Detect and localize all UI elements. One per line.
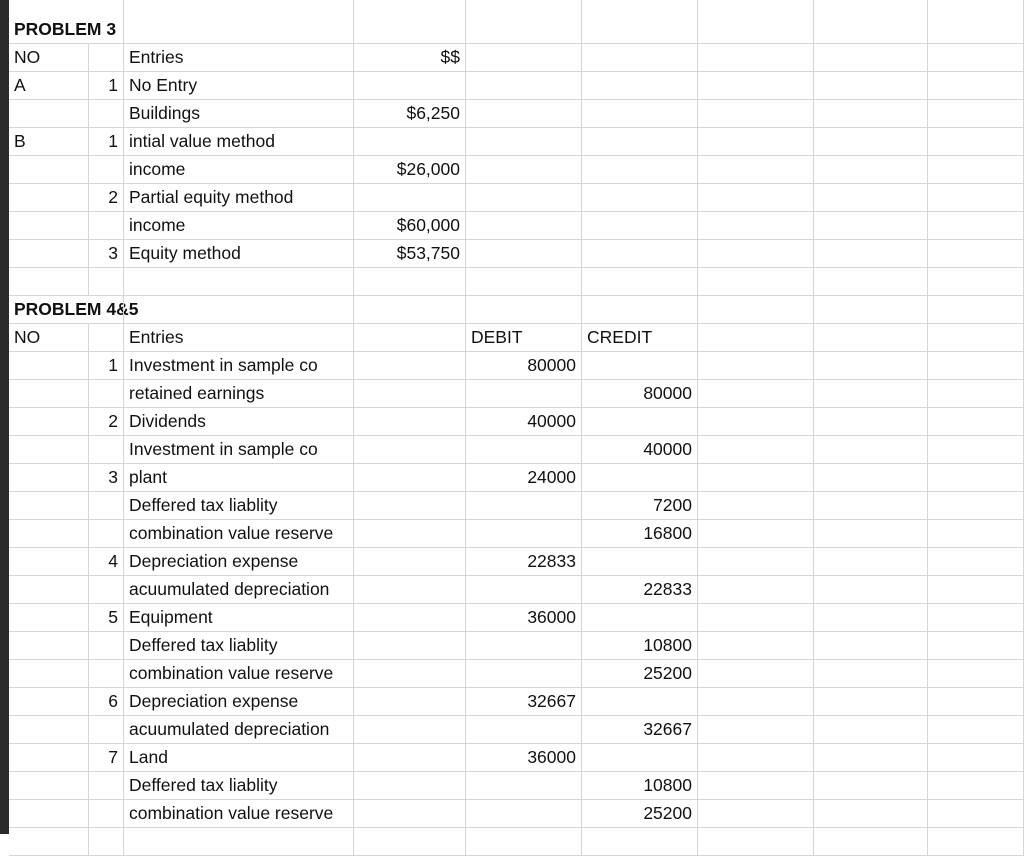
- cell-c5[interactable]: intial value method: [124, 128, 354, 156]
- empty-cell[interactable]: [89, 380, 124, 408]
- empty-cell[interactable]: [814, 744, 928, 772]
- cell-b15[interactable]: 2: [89, 408, 124, 436]
- cell-e2[interactable]: $$: [354, 44, 466, 72]
- empty-cell[interactable]: [814, 156, 928, 184]
- empty-cell[interactable]: [928, 296, 1024, 324]
- cell-c2[interactable]: Entries: [124, 44, 354, 72]
- empty-cell[interactable]: [582, 268, 698, 296]
- empty-cell[interactable]: [928, 492, 1024, 520]
- cell-b3[interactable]: 1: [89, 72, 124, 100]
- cell-e8[interactable]: $60,000: [354, 212, 466, 240]
- empty-cell[interactable]: [814, 128, 928, 156]
- empty-cell[interactable]: [466, 660, 582, 688]
- empty-cell[interactable]: [9, 436, 89, 464]
- empty-cell[interactable]: [9, 688, 89, 716]
- empty-cell[interactable]: [89, 716, 124, 744]
- empty-cell[interactable]: [466, 296, 582, 324]
- empty-cell[interactable]: [9, 716, 89, 744]
- empty-cell[interactable]: [698, 604, 814, 632]
- empty-cell[interactable]: [928, 464, 1024, 492]
- cell-c20[interactable]: Depreciation expense: [124, 548, 354, 576]
- empty-cell[interactable]: [928, 604, 1024, 632]
- empty-cell[interactable]: [928, 324, 1024, 352]
- empty-cell[interactable]: [466, 0, 582, 44]
- cell-b13[interactable]: 1: [89, 352, 124, 380]
- row-header-strip: [0, 0, 9, 834]
- empty-cell[interactable]: [698, 520, 814, 548]
- empty-cell[interactable]: [9, 184, 89, 212]
- empty-cell[interactable]: [928, 156, 1024, 184]
- cell-a2[interactable]: NO: [9, 44, 89, 72]
- cell-a3[interactable]: A: [9, 72, 89, 100]
- empty-cell[interactable]: [89, 660, 124, 688]
- empty-cell[interactable]: [124, 268, 354, 296]
- cell-f25[interactable]: 32667: [466, 688, 582, 716]
- empty-cell[interactable]: [928, 800, 1024, 828]
- empty-cell[interactable]: [928, 744, 1024, 772]
- empty-cell[interactable]: [582, 408, 698, 436]
- empty-cell[interactable]: [466, 520, 582, 548]
- empty-cell[interactable]: [698, 688, 814, 716]
- empty-cell[interactable]: [582, 72, 698, 100]
- cell-c13[interactable]: Investment in sample co: [124, 352, 354, 380]
- empty-cell[interactable]: [466, 632, 582, 660]
- cell-g24[interactable]: 25200: [582, 660, 698, 688]
- empty-cell[interactable]: [466, 268, 582, 296]
- empty-cell[interactable]: [466, 828, 582, 856]
- empty-cell[interactable]: [698, 296, 814, 324]
- cell-c27[interactable]: Land: [124, 744, 354, 772]
- empty-cell[interactable]: [354, 828, 466, 856]
- empty-cell[interactable]: [466, 240, 582, 268]
- empty-cell[interactable]: [928, 436, 1024, 464]
- cell-c16[interactable]: Investment in sample co: [124, 436, 354, 464]
- empty-cell[interactable]: [814, 352, 928, 380]
- empty-cell[interactable]: [9, 576, 89, 604]
- empty-cell[interactable]: [466, 716, 582, 744]
- empty-cell[interactable]: [466, 184, 582, 212]
- empty-cell[interactable]: [698, 408, 814, 436]
- cell-g28[interactable]: 10800: [582, 772, 698, 800]
- cell-c17[interactable]: plant: [124, 464, 354, 492]
- empty-cell[interactable]: [89, 492, 124, 520]
- cell-g29[interactable]: 25200: [582, 800, 698, 828]
- empty-cell[interactable]: [466, 772, 582, 800]
- empty-cell[interactable]: [582, 240, 698, 268]
- empty-cell[interactable]: [814, 240, 928, 268]
- empty-cell[interactable]: [354, 492, 466, 520]
- empty-cell[interactable]: [698, 380, 814, 408]
- empty-cell[interactable]: [928, 520, 1024, 548]
- cell-a5[interactable]: B: [9, 128, 89, 156]
- empty-cell[interactable]: [354, 324, 466, 352]
- empty-cell[interactable]: [698, 464, 814, 492]
- empty-cell[interactable]: [928, 828, 1024, 856]
- empty-cell[interactable]: [354, 0, 466, 44]
- empty-cell[interactable]: [928, 352, 1024, 380]
- empty-cell[interactable]: [928, 548, 1024, 576]
- empty-cell[interactable]: [928, 268, 1024, 296]
- empty-cell[interactable]: [466, 100, 582, 128]
- cell-f12[interactable]: DEBIT: [466, 324, 582, 352]
- empty-cell[interactable]: [9, 380, 89, 408]
- empty-cell[interactable]: [698, 772, 814, 800]
- cell-c19[interactable]: combination value reserve: [124, 520, 354, 548]
- empty-cell[interactable]: [9, 772, 89, 800]
- empty-cell[interactable]: [89, 772, 124, 800]
- empty-cell[interactable]: [466, 800, 582, 828]
- empty-cell[interactable]: [698, 44, 814, 72]
- empty-cell[interactable]: [466, 380, 582, 408]
- cell-c22[interactable]: Equipment: [124, 604, 354, 632]
- empty-cell[interactable]: [466, 44, 582, 72]
- cell-g14[interactable]: 80000: [582, 380, 698, 408]
- empty-cell[interactable]: [582, 548, 698, 576]
- empty-cell[interactable]: [814, 184, 928, 212]
- empty-cell[interactable]: [814, 772, 928, 800]
- empty-cell[interactable]: [928, 128, 1024, 156]
- empty-cell[interactable]: [582, 464, 698, 492]
- cell-b7[interactable]: 2: [89, 184, 124, 212]
- empty-cell[interactable]: [928, 688, 1024, 716]
- empty-cell[interactable]: [582, 744, 698, 772]
- empty-cell[interactable]: [9, 100, 89, 128]
- empty-cell[interactable]: [814, 436, 928, 464]
- empty-cell[interactable]: [582, 0, 698, 44]
- empty-cell[interactable]: [698, 128, 814, 156]
- empty-cell[interactable]: [89, 632, 124, 660]
- empty-cell[interactable]: [814, 520, 928, 548]
- empty-cell[interactable]: [89, 828, 124, 856]
- empty-cell[interactable]: [814, 828, 928, 856]
- empty-cell[interactable]: [928, 408, 1024, 436]
- empty-cell[interactable]: [698, 240, 814, 268]
- empty-cell[interactable]: [928, 100, 1024, 128]
- empty-cell[interactable]: [124, 0, 354, 44]
- empty-cell[interactable]: [814, 212, 928, 240]
- cell-c3[interactable]: No Entry: [124, 72, 354, 100]
- empty-cell[interactable]: [928, 380, 1024, 408]
- empty-cell[interactable]: [814, 380, 928, 408]
- empty-cell[interactable]: [89, 324, 124, 352]
- cell-c23[interactable]: Deffered tax liablity: [124, 632, 354, 660]
- cell-f13[interactable]: 80000: [466, 352, 582, 380]
- cell-c12[interactable]: Entries: [124, 324, 354, 352]
- empty-cell[interactable]: [814, 464, 928, 492]
- empty-cell[interactable]: [466, 576, 582, 604]
- empty-cell[interactable]: [9, 828, 89, 856]
- empty-cell[interactable]: [466, 212, 582, 240]
- empty-cell[interactable]: [466, 436, 582, 464]
- cell-g18[interactable]: 7200: [582, 492, 698, 520]
- empty-cell[interactable]: [9, 464, 89, 492]
- cell-g21[interactable]: 22833: [582, 576, 698, 604]
- empty-cell[interactable]: [89, 800, 124, 828]
- empty-cell[interactable]: [814, 0, 928, 44]
- cell-b25[interactable]: 6: [89, 688, 124, 716]
- empty-cell[interactable]: [89, 156, 124, 184]
- empty-cell[interactable]: [354, 716, 466, 744]
- cell-c15[interactable]: Dividends: [124, 408, 354, 436]
- empty-cell[interactable]: [814, 324, 928, 352]
- empty-cell[interactable]: [354, 408, 466, 436]
- empty-cell[interactable]: [814, 296, 928, 324]
- cell-g16[interactable]: 40000: [582, 436, 698, 464]
- empty-cell[interactable]: [354, 604, 466, 632]
- empty-cell[interactable]: [814, 716, 928, 744]
- empty-cell[interactable]: [814, 604, 928, 632]
- empty-cell[interactable]: [698, 576, 814, 604]
- empty-cell[interactable]: [582, 100, 698, 128]
- empty-cell[interactable]: [698, 660, 814, 688]
- empty-cell[interactable]: [698, 156, 814, 184]
- empty-cell[interactable]: [582, 156, 698, 184]
- empty-cell[interactable]: [814, 72, 928, 100]
- cell-e9[interactable]: $53,750: [354, 240, 466, 268]
- empty-cell[interactable]: [698, 72, 814, 100]
- cell-c6[interactable]: income: [124, 156, 354, 184]
- empty-cell[interactable]: [354, 464, 466, 492]
- empty-cell[interactable]: [124, 828, 354, 856]
- cell-c4[interactable]: Buildings: [124, 100, 354, 128]
- cell-b9[interactable]: 3: [89, 240, 124, 268]
- cell-b22[interactable]: 5: [89, 604, 124, 632]
- empty-cell[interactable]: [466, 72, 582, 100]
- empty-cell[interactable]: [928, 44, 1024, 72]
- empty-cell[interactable]: [582, 184, 698, 212]
- empty-cell[interactable]: [9, 352, 89, 380]
- cell-a1[interactable]: PROBLEM 3: [9, 0, 89, 44]
- empty-cell[interactable]: [89, 212, 124, 240]
- empty-cell[interactable]: [582, 828, 698, 856]
- empty-cell[interactable]: [698, 212, 814, 240]
- empty-cell[interactable]: [698, 0, 814, 44]
- empty-cell[interactable]: [928, 772, 1024, 800]
- empty-cell[interactable]: [814, 268, 928, 296]
- empty-cell[interactable]: [928, 72, 1024, 100]
- empty-cell[interactable]: [928, 716, 1024, 744]
- cell-c18[interactable]: Deffered tax liablity: [124, 492, 354, 520]
- empty-cell[interactable]: [354, 576, 466, 604]
- cell-g26[interactable]: 32667: [582, 716, 698, 744]
- empty-cell[interactable]: [9, 548, 89, 576]
- empty-cell[interactable]: [9, 492, 89, 520]
- empty-cell[interactable]: [928, 660, 1024, 688]
- empty-cell[interactable]: [698, 352, 814, 380]
- empty-cell[interactable]: [814, 576, 928, 604]
- empty-cell[interactable]: [354, 380, 466, 408]
- empty-cell[interactable]: [928, 240, 1024, 268]
- cell-b5[interactable]: 1: [89, 128, 124, 156]
- empty-cell[interactable]: [698, 492, 814, 520]
- cell-b27[interactable]: 7: [89, 744, 124, 772]
- empty-cell[interactable]: [9, 660, 89, 688]
- empty-cell[interactable]: [9, 212, 89, 240]
- empty-cell[interactable]: [354, 296, 466, 324]
- empty-cell[interactable]: [89, 296, 124, 324]
- empty-cell[interactable]: [354, 128, 466, 156]
- empty-cell[interactable]: [9, 268, 89, 296]
- cell-c25[interactable]: Depreciation expense: [124, 688, 354, 716]
- cell-c29[interactable]: combination value reserve: [124, 800, 354, 828]
- cell-f20[interactable]: 22833: [466, 548, 582, 576]
- cell-g23[interactable]: 10800: [582, 632, 698, 660]
- empty-cell[interactable]: [582, 296, 698, 324]
- empty-cell[interactable]: [582, 352, 698, 380]
- empty-cell[interactable]: [698, 744, 814, 772]
- empty-cell[interactable]: [89, 436, 124, 464]
- empty-cell[interactable]: [354, 268, 466, 296]
- empty-cell[interactable]: [928, 632, 1024, 660]
- empty-cell[interactable]: [698, 184, 814, 212]
- empty-cell[interactable]: [928, 576, 1024, 604]
- cell-b17[interactable]: 3: [89, 464, 124, 492]
- empty-cell[interactable]: [354, 548, 466, 576]
- cell-c21[interactable]: acuumulated depreciation: [124, 576, 354, 604]
- empty-cell[interactable]: [814, 492, 928, 520]
- empty-cell[interactable]: [698, 324, 814, 352]
- empty-cell[interactable]: [814, 688, 928, 716]
- cell-c7[interactable]: Partial equity method: [124, 184, 354, 212]
- empty-cell[interactable]: [928, 184, 1024, 212]
- cell-a11[interactable]: PROBLEM 4&5: [9, 296, 89, 324]
- empty-cell[interactable]: [814, 632, 928, 660]
- empty-cell[interactable]: [89, 576, 124, 604]
- cell-f22[interactable]: 36000: [466, 604, 582, 632]
- cell-a12[interactable]: NO: [9, 324, 89, 352]
- empty-cell[interactable]: [9, 604, 89, 632]
- cell-b20[interactable]: 4: [89, 548, 124, 576]
- empty-cell[interactable]: [582, 604, 698, 632]
- cell-f15[interactable]: 40000: [466, 408, 582, 436]
- cell-e6[interactable]: $26,000: [354, 156, 466, 184]
- cell-c8[interactable]: income: [124, 212, 354, 240]
- empty-cell[interactable]: [354, 632, 466, 660]
- empty-cell[interactable]: [89, 268, 124, 296]
- empty-cell[interactable]: [354, 520, 466, 548]
- empty-cell[interactable]: [9, 800, 89, 828]
- cell-c28[interactable]: Deffered tax liablity: [124, 772, 354, 800]
- empty-cell[interactable]: [9, 632, 89, 660]
- empty-cell[interactable]: [928, 0, 1024, 44]
- empty-cell[interactable]: [466, 156, 582, 184]
- empty-cell[interactable]: [354, 184, 466, 212]
- empty-cell[interactable]: [814, 800, 928, 828]
- empty-cell[interactable]: [582, 44, 698, 72]
- empty-cell[interactable]: [698, 716, 814, 744]
- empty-cell[interactable]: [9, 408, 89, 436]
- empty-cell[interactable]: [698, 828, 814, 856]
- empty-cell[interactable]: [89, 44, 124, 72]
- empty-cell[interactable]: [354, 800, 466, 828]
- empty-cell[interactable]: [9, 744, 89, 772]
- empty-cell[interactable]: [354, 436, 466, 464]
- empty-cell[interactable]: [466, 128, 582, 156]
- empty-cell[interactable]: [582, 688, 698, 716]
- empty-cell[interactable]: [698, 548, 814, 576]
- empty-cell[interactable]: [89, 520, 124, 548]
- empty-cell[interactable]: [9, 156, 89, 184]
- empty-cell[interactable]: [466, 492, 582, 520]
- empty-cell[interactable]: [698, 100, 814, 128]
- empty-cell[interactable]: [9, 240, 89, 268]
- empty-cell[interactable]: [354, 660, 466, 688]
- empty-cell[interactable]: [582, 212, 698, 240]
- empty-cell[interactable]: [9, 520, 89, 548]
- empty-cell[interactable]: [698, 436, 814, 464]
- cell-g12[interactable]: CREDIT: [582, 324, 698, 352]
- empty-cell[interactable]: [698, 632, 814, 660]
- empty-cell[interactable]: [89, 0, 124, 44]
- empty-cell[interactable]: [89, 100, 124, 128]
- empty-cell[interactable]: [814, 100, 928, 128]
- cell-c24[interactable]: combination value reserve: [124, 660, 354, 688]
- empty-cell[interactable]: [698, 800, 814, 828]
- empty-cell[interactable]: [124, 296, 354, 324]
- empty-cell[interactable]: [814, 44, 928, 72]
- empty-cell[interactable]: [814, 408, 928, 436]
- cell-e4[interactable]: $6,250: [354, 100, 466, 128]
- empty-cell[interactable]: [698, 268, 814, 296]
- empty-cell[interactable]: [354, 744, 466, 772]
- empty-cell[interactable]: [354, 72, 466, 100]
- cell-f17[interactable]: 24000: [466, 464, 582, 492]
- empty-cell[interactable]: [928, 212, 1024, 240]
- cell-c9[interactable]: Equity method: [124, 240, 354, 268]
- empty-cell[interactable]: [354, 352, 466, 380]
- cell-c26[interactable]: acuumulated depreciation: [124, 716, 354, 744]
- empty-cell[interactable]: [814, 548, 928, 576]
- cell-c14[interactable]: retained earnings: [124, 380, 354, 408]
- cell-g19[interactable]: 16800: [582, 520, 698, 548]
- empty-cell[interactable]: [354, 772, 466, 800]
- empty-cell[interactable]: [354, 688, 466, 716]
- empty-cell[interactable]: [814, 660, 928, 688]
- empty-cell[interactable]: [582, 128, 698, 156]
- cell-f27[interactable]: 36000: [466, 744, 582, 772]
